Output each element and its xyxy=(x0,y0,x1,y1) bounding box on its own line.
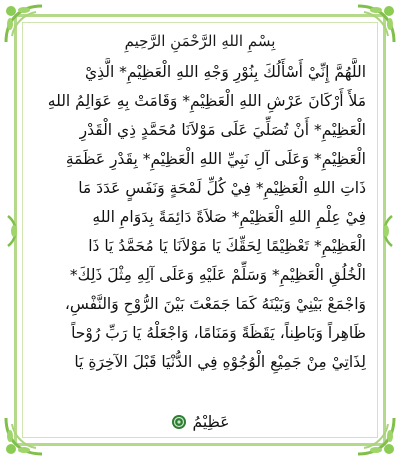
side-ornament-icon xyxy=(4,214,24,248)
corner-ornament-icon xyxy=(2,412,48,458)
prayer-line: اللَّهُمَّ إِنِّيْ أَسْأَلُكَ بِنُوْرِ وَجْهِ اللهِ الْعَظِيْمِ* الَّذِيْ xyxy=(84,63,366,81)
prayer-line: الْعَظِيْمِ* تَعْظِيْمًا لِحَقِّكَ يَا مَوْلاَنَا يَا مُحَمَّدُ يَا ذَا xyxy=(88,237,366,255)
prayer-line: الْعَظِيْمِ* وَعَلَى آلِ نَبِيِّ اللهِ الْعَظِيْمِ* بِقَدْرِ عَظَمَةِ xyxy=(65,150,366,168)
bismillah-text: بِسْمِ اللهِ الرَّحْمَنِ الرَّحِيمِ xyxy=(124,32,276,50)
prayer-line: مَلأَ أَرْكَانَ عَرْشِ اللهِ الْعَظِيْمِ* وَقَامَتْ بِهِ عَوَالِمُ اللهِ xyxy=(47,92,366,110)
side-ornament-icon xyxy=(376,214,396,248)
prayer-line: ظَاهِراً وَبَاطِناً، يَقَظَةً وَمَنَامًا، وَاجْعَلْهُ يَا رَبِّ رُوْحاً xyxy=(71,324,366,342)
prayer-line: لِذَاتِيْ مِنْ جَمِيْعِ الْوُجُوْهِ فِي الدُّنْيَا قَبْلَ الآخِرَةِ يَا xyxy=(74,353,366,371)
bismillah-header xyxy=(74,26,326,56)
prayer-line: ذَاتِ اللهِ الْعَظِيْمِ* فِيْ كُلِّ لَمْحَةٍ وَنَفَسٍ عَدَدَ مَا xyxy=(78,179,366,197)
prayer-line: فِيْ عِلْمِ اللهِ الْعَظِيْمِ* صَلاَةً دَائِمَةً بِدَوَامِ اللهِ xyxy=(92,208,366,226)
closing-line xyxy=(90,410,310,434)
corner-ornament-icon xyxy=(352,412,398,458)
corner-ornament-icon xyxy=(352,2,398,48)
prayer-text-block xyxy=(34,58,366,408)
closing-word: عَظِيْمُ xyxy=(192,413,230,431)
rosette-icon xyxy=(171,414,187,430)
prayer-line: الْعَظِيْمِ* أَنْ تُصَلِّيَ عَلَى مَوْلاَنَا مُحَمَّدٍ ذِي الْقَدْرِ xyxy=(79,121,366,139)
prayer-line: وَاجْمَعْ بَيْنِيْ وَبَيْنَهُ كَمَا جَمَعْتَ بَيْنَ الرُّوْحِ وَالنَّفْسِ، xyxy=(64,295,366,313)
prayer-line: الْخُلُقِ الْعَظِيْمِ* وَسَلِّمْ عَلَيْهِ وَعَلَى آلِهِ مِثْلَ ذَلِكَ* xyxy=(69,266,366,284)
corner-ornament-icon xyxy=(2,2,48,48)
